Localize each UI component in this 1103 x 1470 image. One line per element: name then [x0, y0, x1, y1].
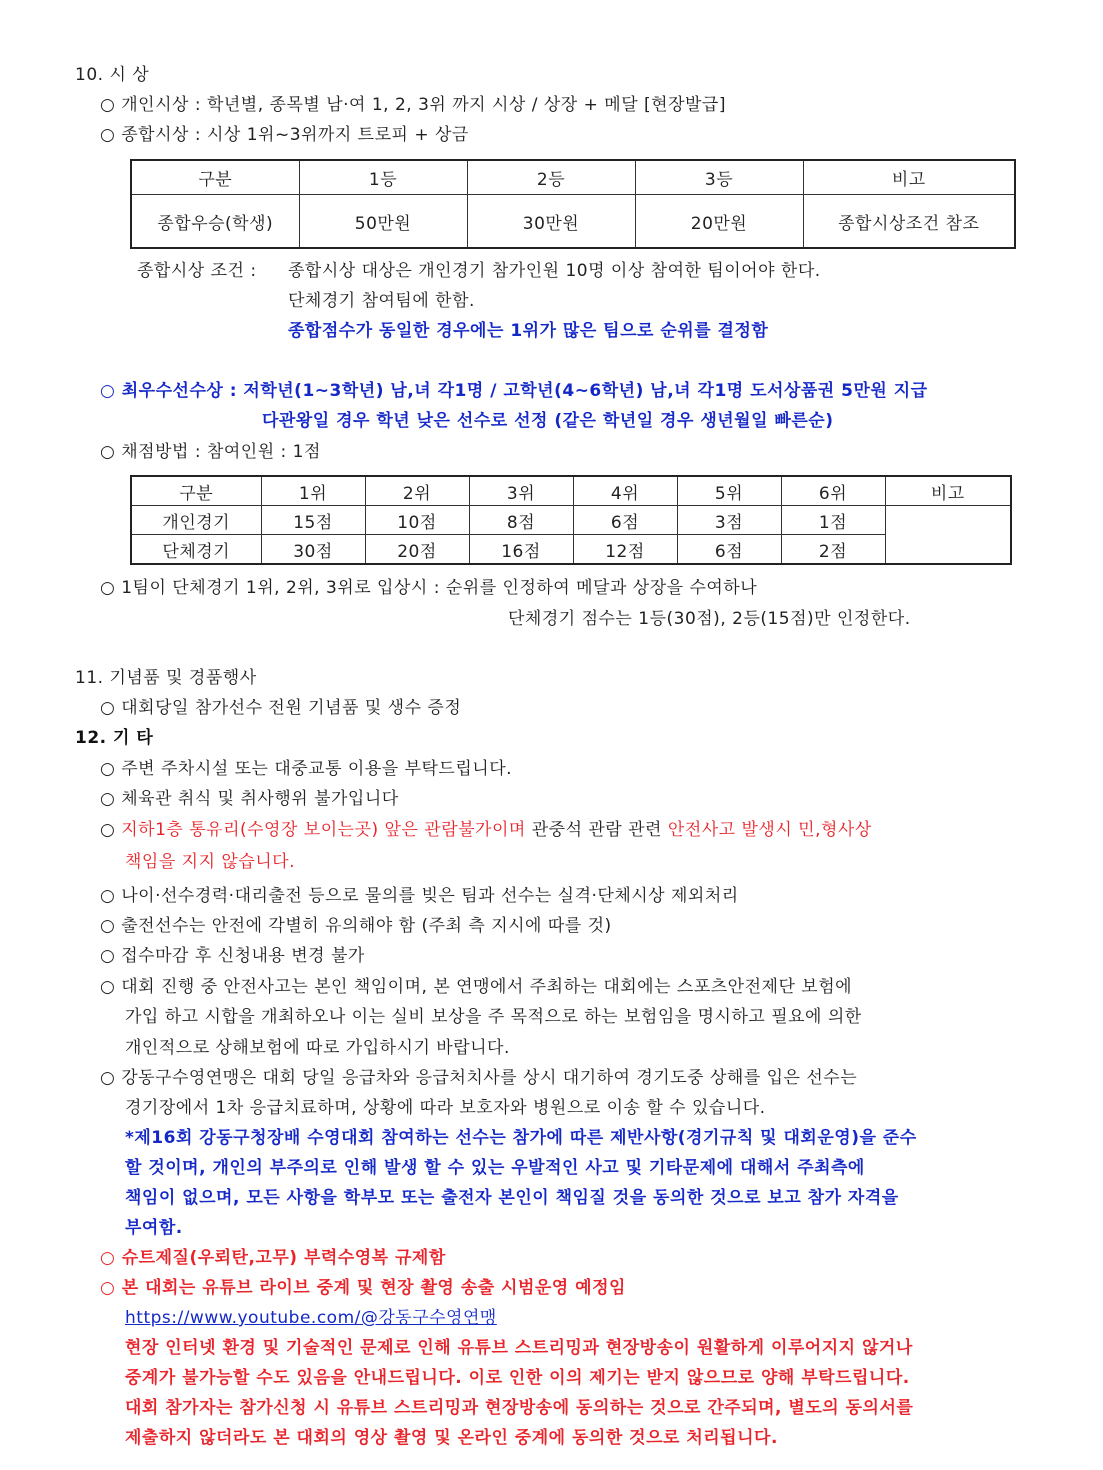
score-cell: 1점 [781, 506, 885, 535]
prize-header-cell: 2등 [467, 160, 635, 195]
prize-header-cell: 1등 [299, 160, 467, 195]
overall-award: ○ 종합시상 : 시상 1위~3위까지 트로피 + 상금 [100, 125, 469, 145]
prize-table-row [131, 195, 1015, 249]
prize-cell: 50만원 [299, 195, 467, 249]
youtube-link[interactable]: https://www.youtube.com/@강동구수영연맹 [125, 1308, 497, 1328]
glass-note-line-1 [100, 819, 872, 841]
insurance-line-1: ○ 대회 진행 중 안전사고는 본인 책임이며, 본 연맹에서 주최하는 대회에는 스포츠안전제단 보험에 [100, 977, 853, 997]
team-note-line-2: 단체경기 점수는 1등(30점), 2등(15점)만 인정한다. [508, 609, 911, 629]
spectator-note: 관중석 관람 관련 [531, 820, 662, 840]
condition-line-3: 종합점수가 동일한 경우에는 1위가 많은 팀으로 순위를 결정함 [288, 321, 769, 341]
souvenir-item: ○ 대회당일 참가선수 전원 기념품 및 생수 증정 [100, 698, 462, 718]
prize-table [130, 159, 1016, 249]
youtube-notice: ○ 본 대회는 유튜브 라이브 중계 및 현장 촬영 송출 시범운영 예정임 [100, 1278, 626, 1298]
score-header-cell: 비고 [885, 476, 1011, 506]
score-cell: 3점 [677, 506, 781, 535]
score-row-label: 단체경기 [131, 535, 261, 565]
score-cell: 12점 [573, 535, 677, 565]
score-row-label: 개인경기 [131, 506, 261, 535]
score-table-header-row [131, 476, 1011, 506]
score-table-row [131, 535, 1011, 565]
score-cell: 10점 [365, 506, 469, 535]
scoring-method: ○ 채점방법 : 참여인원 : 1점 [100, 442, 321, 462]
consent-line-2: 할 것이며, 개인의 부주의로 인해 발생 할 수 있는 우발적인 사고 및 기타문제에 대해서 주최측에 [125, 1158, 865, 1178]
bullet: ○ [100, 820, 116, 840]
score-header-cell: 2위 [365, 476, 469, 506]
score-cell: 30점 [261, 535, 365, 565]
score-cell: 20점 [365, 535, 469, 565]
suit-regulation: ○ 슈트제질(우뢰탄,고무) 부력수영복 규제함 [100, 1248, 446, 1268]
prize-header-cell: 3등 [635, 160, 803, 195]
team-note-line-1: ○ 1팀이 단체경기 1위, 2위, 3위로 입상시 : 순위를 인정하여 메달과 상장을 수여하나 [100, 578, 758, 598]
prize-cell: 30만원 [467, 195, 635, 249]
no-change-note: ○ 접수마감 후 신청내용 변경 불가 [100, 946, 365, 966]
broadcast-notice-line-2: 중계가 불가능할 수도 있음을 안내드립니다. 이로 인한 이의 제기는 받지 않으므로 양해 부탁드립니다. [125, 1368, 910, 1388]
score-header-cell: 구분 [131, 476, 261, 506]
score-cell: 6점 [677, 535, 781, 565]
prize-table-header-row [131, 160, 1015, 195]
section-11-title: 11. 기념품 및 경품행사 [75, 668, 257, 688]
score-cell: 15점 [261, 506, 365, 535]
disqualification-note: ○ 나이·선수경력·대리출전 등으로 물의를 빚은 팀과 선수는 실격·단체시상 제외처리 [100, 886, 739, 906]
broadcast-notice-line-4: 제출하지 않더라도 본 대회의 영상 촬영 및 온라인 중계에 동의한 것으로 처리됩니다. [125, 1428, 778, 1448]
insurance-line-2: 가입 하고 시합을 개최하오나 이는 실비 보상을 주 목적으로 하는 보험임을 명시하고 필요에 의한 [125, 1007, 862, 1027]
consent-line-3: 책임이 없으며, 모든 사항을 학부모 또는 출전자 본인이 책임질 것을 동의한 것으로 보고 참가 자격을 [125, 1188, 899, 1208]
condition-line-1: 종합시상 대상은 개인경기 참가인원 10명 이상 참여한 팀이어야 한다. [288, 261, 821, 281]
score-remark-cell [885, 506, 1011, 565]
section-10-title: 10. 시 상 [75, 65, 150, 85]
score-table-row [131, 506, 1011, 535]
consent-line-4: 부여함. [125, 1218, 183, 1238]
safety-caution: ○ 출전선수는 안전에 각별히 유의해야 함 (주최 측 지시에 따를 것) [100, 916, 612, 936]
prize-header-cell: 구분 [131, 160, 299, 195]
consent-line-1: *제16회 강동구청장배 수영대회 참여하는 선수는 참가에 따른 제반사항(경기규칙 및 대회운영)을 준수 [125, 1128, 917, 1148]
prize-cell: 종합우승(학생) [131, 195, 299, 249]
parking-note: ○ 주변 주차시설 또는 대중교통 이용을 부탁드립니다. [100, 759, 513, 779]
mvp-award-line-2: 다관왕일 경우 학년 낮은 선수로 선정 (같은 학년일 경우 생년월일 빠른순) [262, 411, 834, 431]
score-header-cell: 5위 [677, 476, 781, 506]
insurance-line-3: 개인적으로 상해보험에 따로 가입하시기 바랍니다. [125, 1038, 510, 1058]
prize-cell: 20만원 [635, 195, 803, 249]
glass-note-line-2: 책임을 지지 않습니다. [125, 852, 296, 872]
individual-award: ○ 개인시상 : 학년별, 종목별 남·여 1, 2, 3위 까지 시상 / 상장 + 메달 [현장발급] [100, 95, 726, 115]
food-note: ○ 체육관 취식 및 취사행위 불가입니다 [100, 789, 399, 809]
glass-warning: 지하1층 통유리(수영장 보이는곳) 앞은 관람불가이며 [121, 820, 526, 840]
score-table [130, 475, 1012, 565]
liability-warning: 안전사고 발생시 민,형사상 [667, 820, 872, 840]
mvp-award-line-1: ○ 최우수선수상 : 저학년(1~3학년) 남,녀 각1명 / 고학년(4~6학년) 남,녀 각1명 도서상품권 5만원 지급 [100, 381, 928, 401]
ambulance-line-1: ○ 강동구수영연맹은 대회 당일 응급차와 응급처치사를 상시 대기하여 경기도중 상해를 입은 선수는 [100, 1068, 858, 1088]
score-header-cell: 1위 [261, 476, 365, 506]
score-cell: 16점 [469, 535, 573, 565]
prize-cell: 종합시상조건 참조 [803, 195, 1015, 249]
score-cell: 2점 [781, 535, 885, 565]
broadcast-notice-line-1: 현장 인터넷 환경 및 기술적인 문제로 인해 유튜브 스트리밍과 현장방송이 원활하게 이루어지지 않거나 [125, 1338, 913, 1358]
condition-line-2: 단체경기 참여팀에 한함. [288, 291, 475, 311]
condition-label: 종합시상 조건 : [137, 261, 257, 281]
score-cell: 6점 [573, 506, 677, 535]
score-header-cell: 3위 [469, 476, 573, 506]
section-12-title: 12. 기 타 [75, 728, 154, 748]
broadcast-notice-line-3: 대회 참가자는 참가신청 시 유튜브 스트리밍과 현장방송에 동의하는 것으로 간주되며, 별도의 동의서를 [125, 1398, 914, 1418]
prize-header-cell: 비고 [803, 160, 1015, 195]
ambulance-line-2: 경기장에서 1차 응급치료하며, 상황에 따라 보호자와 병원으로 이송 할 수 있습니다. [125, 1098, 766, 1118]
score-cell: 8점 [469, 506, 573, 535]
score-header-cell: 6위 [781, 476, 885, 506]
score-header-cell: 4위 [573, 476, 677, 506]
